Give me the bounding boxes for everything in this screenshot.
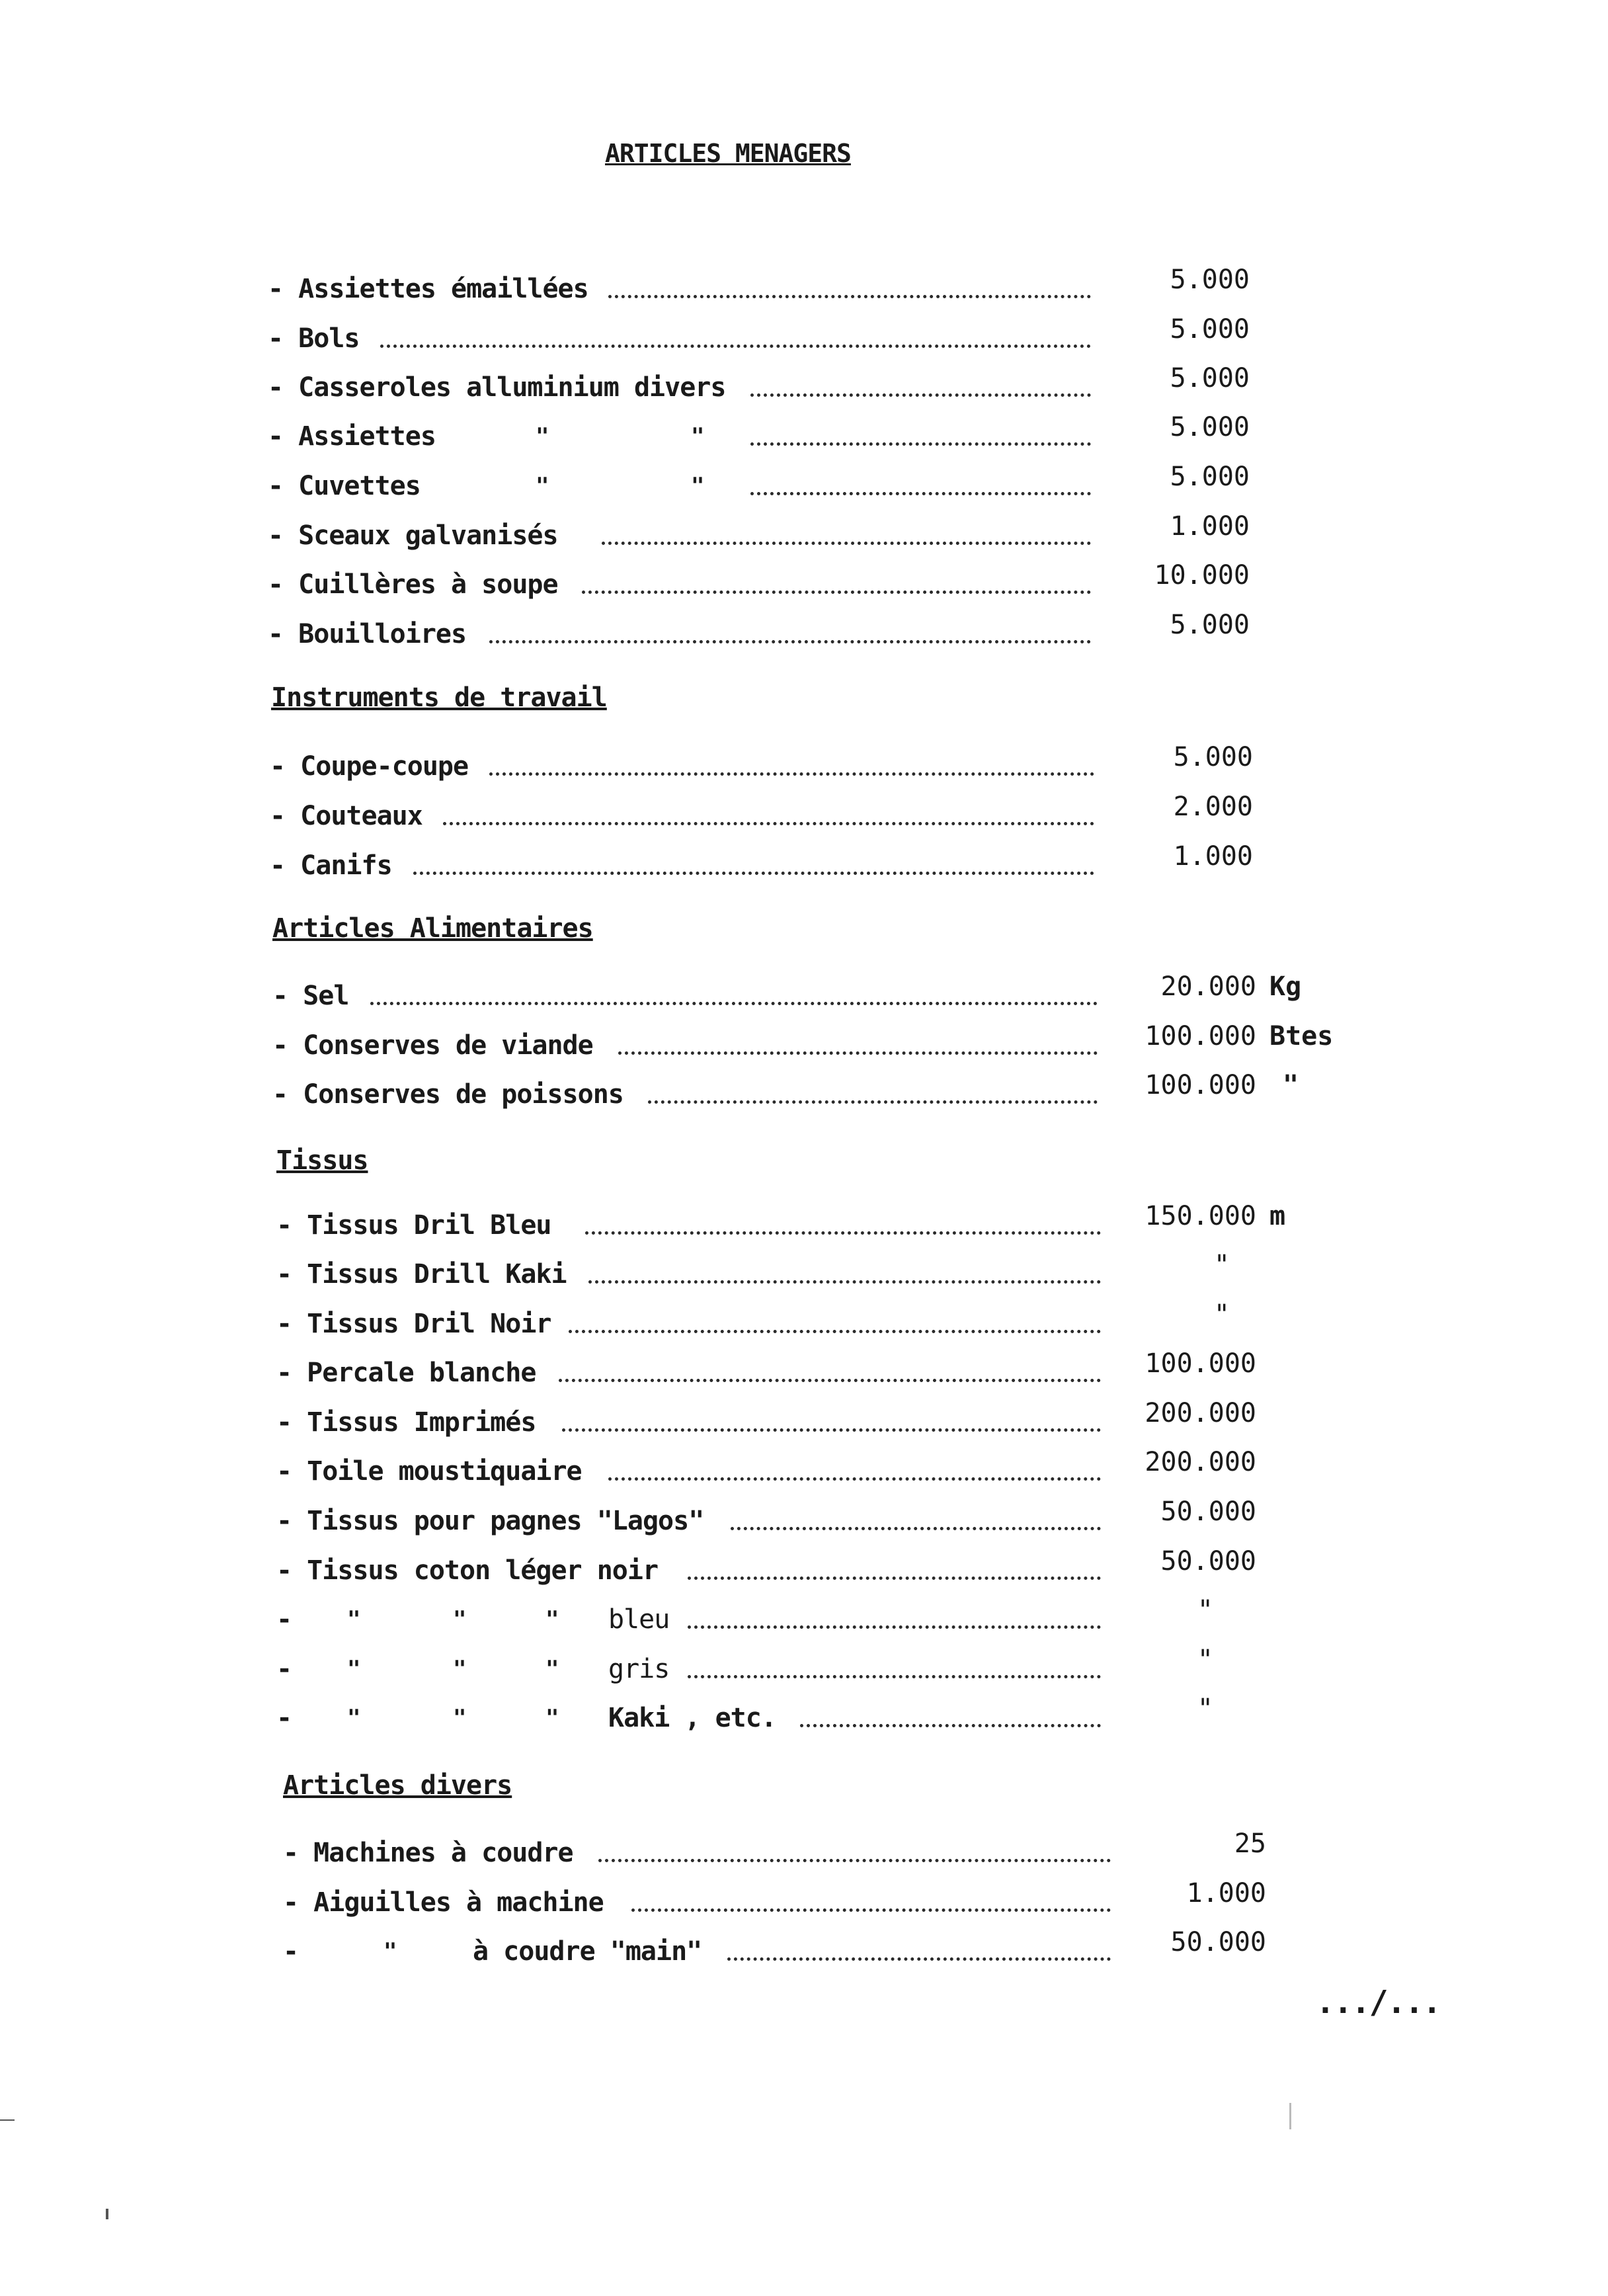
- item-quantity: 5.000: [1170, 412, 1250, 442]
- item-label: - Cuvettes: [268, 471, 421, 501]
- item-quantity: 50.000: [1160, 1546, 1256, 1577]
- dot-leader: [688, 1577, 1101, 1580]
- item-quantity: 100.000: [1145, 1348, 1256, 1379]
- section-heading: Articles Alimentaires: [272, 913, 593, 944]
- dot-leader: [688, 1675, 1101, 1678]
- item-label: - Bouilloires: [268, 619, 467, 649]
- item-label: - Toile moustiquaire: [276, 1456, 582, 1487]
- item-label: - Aiguilles à machine: [283, 1887, 604, 1918]
- dot-leader: [731, 1527, 1101, 1530]
- item-dash: -: [276, 1703, 292, 1733]
- section-heading: Tissus: [276, 1145, 368, 1176]
- item-quantity: 200.000: [1145, 1398, 1256, 1428]
- item-quantity: 1.000: [1186, 1878, 1266, 1908]
- item-label: - Conserves de poissons: [272, 1079, 623, 1110]
- dot-leader: [443, 822, 1094, 825]
- item-label: - Percale blanche: [276, 1358, 536, 1388]
- item-unit: ": [1283, 1070, 1299, 1100]
- dot-leader: [608, 295, 1091, 298]
- dot-leader: [489, 772, 1094, 776]
- item-quantity: ": [1197, 1694, 1213, 1724]
- dot-leader: [588, 1280, 1101, 1284]
- item-label: - Sel: [272, 981, 349, 1011]
- scan-speck: [0, 2119, 15, 2121]
- item-label: - Couteaux: [270, 801, 422, 831]
- item-label: - Tissus Dril Noir: [276, 1309, 551, 1339]
- item-dash: -: [276, 1654, 292, 1684]
- dot-leader: [370, 1002, 1098, 1005]
- item-label: - Coupe-coupe: [270, 751, 469, 782]
- ditto-mark: ": [691, 423, 705, 450]
- section-heading: Articles divers: [283, 1770, 512, 1801]
- item-unit: m: [1269, 1201, 1286, 1231]
- dot-leader: [602, 542, 1091, 545]
- ditto-mark: ": [383, 1938, 397, 1965]
- dot-leader: [750, 393, 1091, 397]
- item-label: - Casseroles alluminium divers: [268, 372, 726, 403]
- item-label: - Machines à coudre: [283, 1838, 573, 1868]
- item-label: - Tissus coton léger noir: [276, 1555, 659, 1586]
- ditto-mark: ": [545, 1656, 559, 1682]
- dot-leader: [631, 1908, 1111, 1912]
- ditto-mark: ": [545, 1705, 559, 1731]
- item-dash: -: [283, 1936, 299, 1967]
- item-quantity: ": [1213, 1250, 1230, 1280]
- item-quantity: 5.000: [1170, 462, 1250, 492]
- item-label: bleu: [608, 1604, 670, 1635]
- dot-leader: [562, 1428, 1101, 1432]
- ditto-mark: ": [347, 1606, 361, 1633]
- item-quantity: 5.000: [1170, 314, 1250, 345]
- dot-leader: [489, 640, 1091, 643]
- item-quantity: ": [1197, 1595, 1213, 1625]
- ditto-mark: ": [453, 1705, 467, 1731]
- dot-leader: [569, 1330, 1101, 1333]
- item-label: - Tissus Drill Kaki: [276, 1259, 567, 1290]
- dot-leader: [618, 1051, 1098, 1055]
- ditto-mark: ": [691, 473, 705, 499]
- item-quantity: 5.000: [1170, 265, 1250, 295]
- dot-leader: [750, 492, 1091, 495]
- item-label: - Canifs: [270, 850, 392, 881]
- dot-leader: [413, 872, 1094, 875]
- item-quantity: 100.000: [1145, 1070, 1256, 1100]
- item-quantity: 50.000: [1160, 1496, 1256, 1527]
- item-label: - Tissus Dril Bleu: [276, 1210, 551, 1241]
- item-label: - Sceaux galvanisés: [268, 520, 558, 551]
- item-quantity: 2.000: [1173, 792, 1253, 822]
- item-quantity: 1.000: [1173, 841, 1253, 872]
- item-label: - Tissus pour pagnes "Lagos": [276, 1506, 704, 1536]
- dot-leader: [559, 1379, 1101, 1382]
- item-quantity: 20.000: [1160, 971, 1256, 1002]
- section-heading: Instruments de travail: [271, 682, 607, 713]
- ditto-mark: ": [536, 423, 549, 450]
- item-label: - Tissus Imprimés: [276, 1407, 536, 1438]
- item-quantity: 100.000: [1145, 1021, 1256, 1051]
- dot-leader: [380, 345, 1091, 348]
- dot-leader: [585, 1231, 1101, 1235]
- continuation-mark: .../...: [1316, 1984, 1441, 2021]
- dot-leader: [648, 1100, 1098, 1104]
- item-label: - Conserves de viande: [272, 1030, 593, 1061]
- item-quantity: 10.000: [1154, 560, 1250, 591]
- ditto-mark: ": [347, 1705, 361, 1731]
- item-label: - Cuillères à soupe: [268, 569, 558, 600]
- dot-leader: [750, 442, 1091, 446]
- dot-leader: [800, 1724, 1101, 1727]
- item-unit: Btes: [1269, 1021, 1334, 1051]
- item-unit: Kg: [1269, 971, 1302, 1002]
- ditto-mark: ": [545, 1606, 559, 1633]
- item-quantity: 200.000: [1145, 1447, 1256, 1477]
- item-quantity: 150.000: [1145, 1201, 1256, 1231]
- dot-leader: [598, 1859, 1111, 1862]
- item-label: gris: [608, 1654, 670, 1684]
- item-quantity: 5.000: [1170, 363, 1250, 393]
- item-quantity: ": [1197, 1645, 1213, 1675]
- item-label: - Bols: [268, 323, 360, 354]
- dot-leader: [727, 1957, 1111, 1961]
- item-quantity: ": [1213, 1299, 1230, 1330]
- scan-speck: [1289, 2103, 1291, 2129]
- scan-speck: [106, 2209, 108, 2219]
- item-dash: -: [276, 1604, 292, 1635]
- item-quantity: 1.000: [1170, 511, 1250, 542]
- ditto-mark: ": [347, 1656, 361, 1682]
- item-quantity: 25: [1234, 1828, 1266, 1859]
- item-quantity: 5.000: [1173, 742, 1253, 772]
- item-label: à coudre "main": [473, 1936, 702, 1967]
- item-label: - Assiettes: [268, 421, 436, 452]
- ditto-mark: ": [453, 1606, 467, 1633]
- ditto-mark: ": [453, 1656, 467, 1682]
- item-quantity: 5.000: [1170, 610, 1250, 640]
- item-label: - Assiettes émaillées: [268, 274, 588, 304]
- dot-leader: [688, 1625, 1101, 1629]
- ditto-mark: ": [536, 473, 549, 499]
- dot-leader: [582, 591, 1091, 594]
- item-label: Kaki , etc.: [608, 1703, 776, 1733]
- item-quantity: 50.000: [1170, 1927, 1266, 1957]
- document-title: ARTICLES MENAGERS: [605, 139, 851, 168]
- dot-leader: [608, 1477, 1101, 1481]
